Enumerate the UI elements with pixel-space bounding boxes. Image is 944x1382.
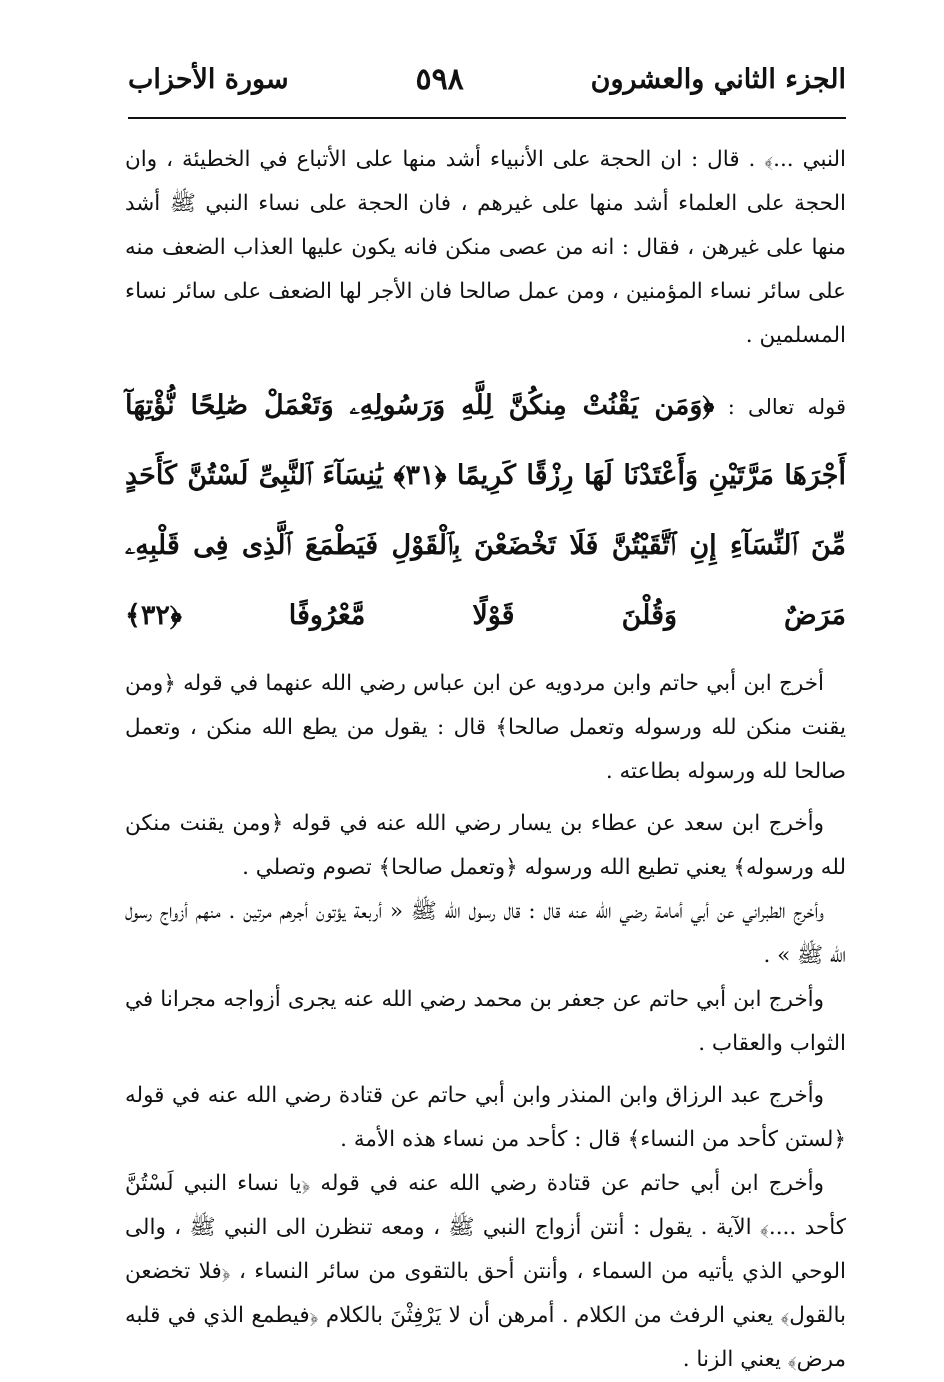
page-body	[125, 138, 846, 1382]
narration-paragraph: وأخرج ابن أبي حاتم عن جعفر بن محمد رضي الله عنه يجرى أزواجه مجرانا في الثواب والعقاب .	[125, 987, 846, 1056]
part-title: الجزء الثاني والعشرون	[590, 63, 846, 95]
quran-lead: قوله تعالى :	[727, 395, 847, 419]
quran-verse-text: ﴿وَمَن يَقْنُتْ مِنكُنَّ لِلَّهِ وَرَسُولِهِۦ وَتَعْمَلْ صَٰلِحًا نُّؤْتِهَآ أَجْرَهَا مَرَّتَيْنِ وَأَعْتَدْنَا لَهَا رِزْقًا كَرِيمًا ﴿٣١﴾ يَٰنِسَآءَ ٱلنَّبِىِّ لَسْتُنَّ كَأَحَدٍ مِّنَ ٱلنِّسَآءِ إِنِ ٱتَّقَيْتُنَّ فَلَا تَخْضَعْنَ بِٱلْقَوْلِ فَيَطْمَعَ ٱلَّذِى فِى قَلْبِهِۦ مَرَضٌ وَقُلْنَ قَوْلًا مَّعْرُوفًا ﴿٣٢﴾	[125, 390, 846, 631]
narration-paragraph: وأخرج عبد الرزاق وابن المنذر وابن أبي حاتم عن قتادة رضي الله عنه في قوله ﴿لستن كأحد من النساء﴾ قال : كأحد من نساء هذه الأمة .	[125, 1083, 846, 1152]
narration-paragraph: وأخرج ابن سعد عن عطاء بن يسار رضي الله عنه في قوله ﴿ومن يقنت منكن لله ورسوله﴾ يعني تطيع الله ورسوله ﴿وتعمل صالحا﴾ تصوم وتصلي .	[125, 811, 846, 880]
page-header	[128, 50, 846, 108]
narration-paragraph: وأخرج الطبراني عن أبي أمامة رضي الله عنه قال : قال رسول الله ﷺ « أربعة يؤتون أجرهم مرتين . منهم أزواج رسول الله ﷺ » .	[125, 899, 846, 968]
narration-paragraph: وأخرج ابن أبي حاتم عن قتادة رضي الله عنه في قوله ﴿يا نساء النبي لَسْتُنَّ كأحد ....﴾ الآية . يقول : أنتن أزواج النبي ﷺ ، ومعه تنظرن الى النبي ﷺ ، والى الوحي الذي يأتيه من السماء ، وأنتن أحق بالتقوى من سائر النساء ، ﴿فلا تخضعن بالقول﴾ يعني الرفث من الكلام . أمرهن أن لا يَرْفِثْنَ بالكلام ﴿فيطمع الذي في قلبه مرض﴾ يعني الزنا .	[125, 1171, 846, 1372]
page-number: ٥٩٨	[415, 61, 464, 97]
surah-title: سورة الأحزاب	[128, 63, 289, 95]
narration-paragraph: أخرج ابن أبي حاتم وابن مردويه عن ابن عباس رضي الله عنهما في قوله ﴿ومن يقنت منكن لله ورسوله وتعمل صالحا﴾ قال : يقول من يطع الله منكن ، وتعمل صالحا لله ورسوله بطاعته .	[125, 671, 846, 784]
header-rule	[128, 117, 846, 119]
quran-verse-block	[125, 372, 846, 652]
intro-paragraph: النبي ...﴾ . قال : ان الحجة على الأنبياء أشد منها على الأتباع في الخطيئة ، وان الحجة على العلماء أشد منها على غيرهم ، فان الحجة على نساء النبي ﷺ أشد منها على غيرهن ، فقال : انه من عصى منكن فانه يكون عليها العذاب الضعف منه على سائر نساء المؤمنين ، ومن عمل صالحا فان الأجر لها الضعف على سائر نساء المسلمين .	[125, 147, 846, 348]
